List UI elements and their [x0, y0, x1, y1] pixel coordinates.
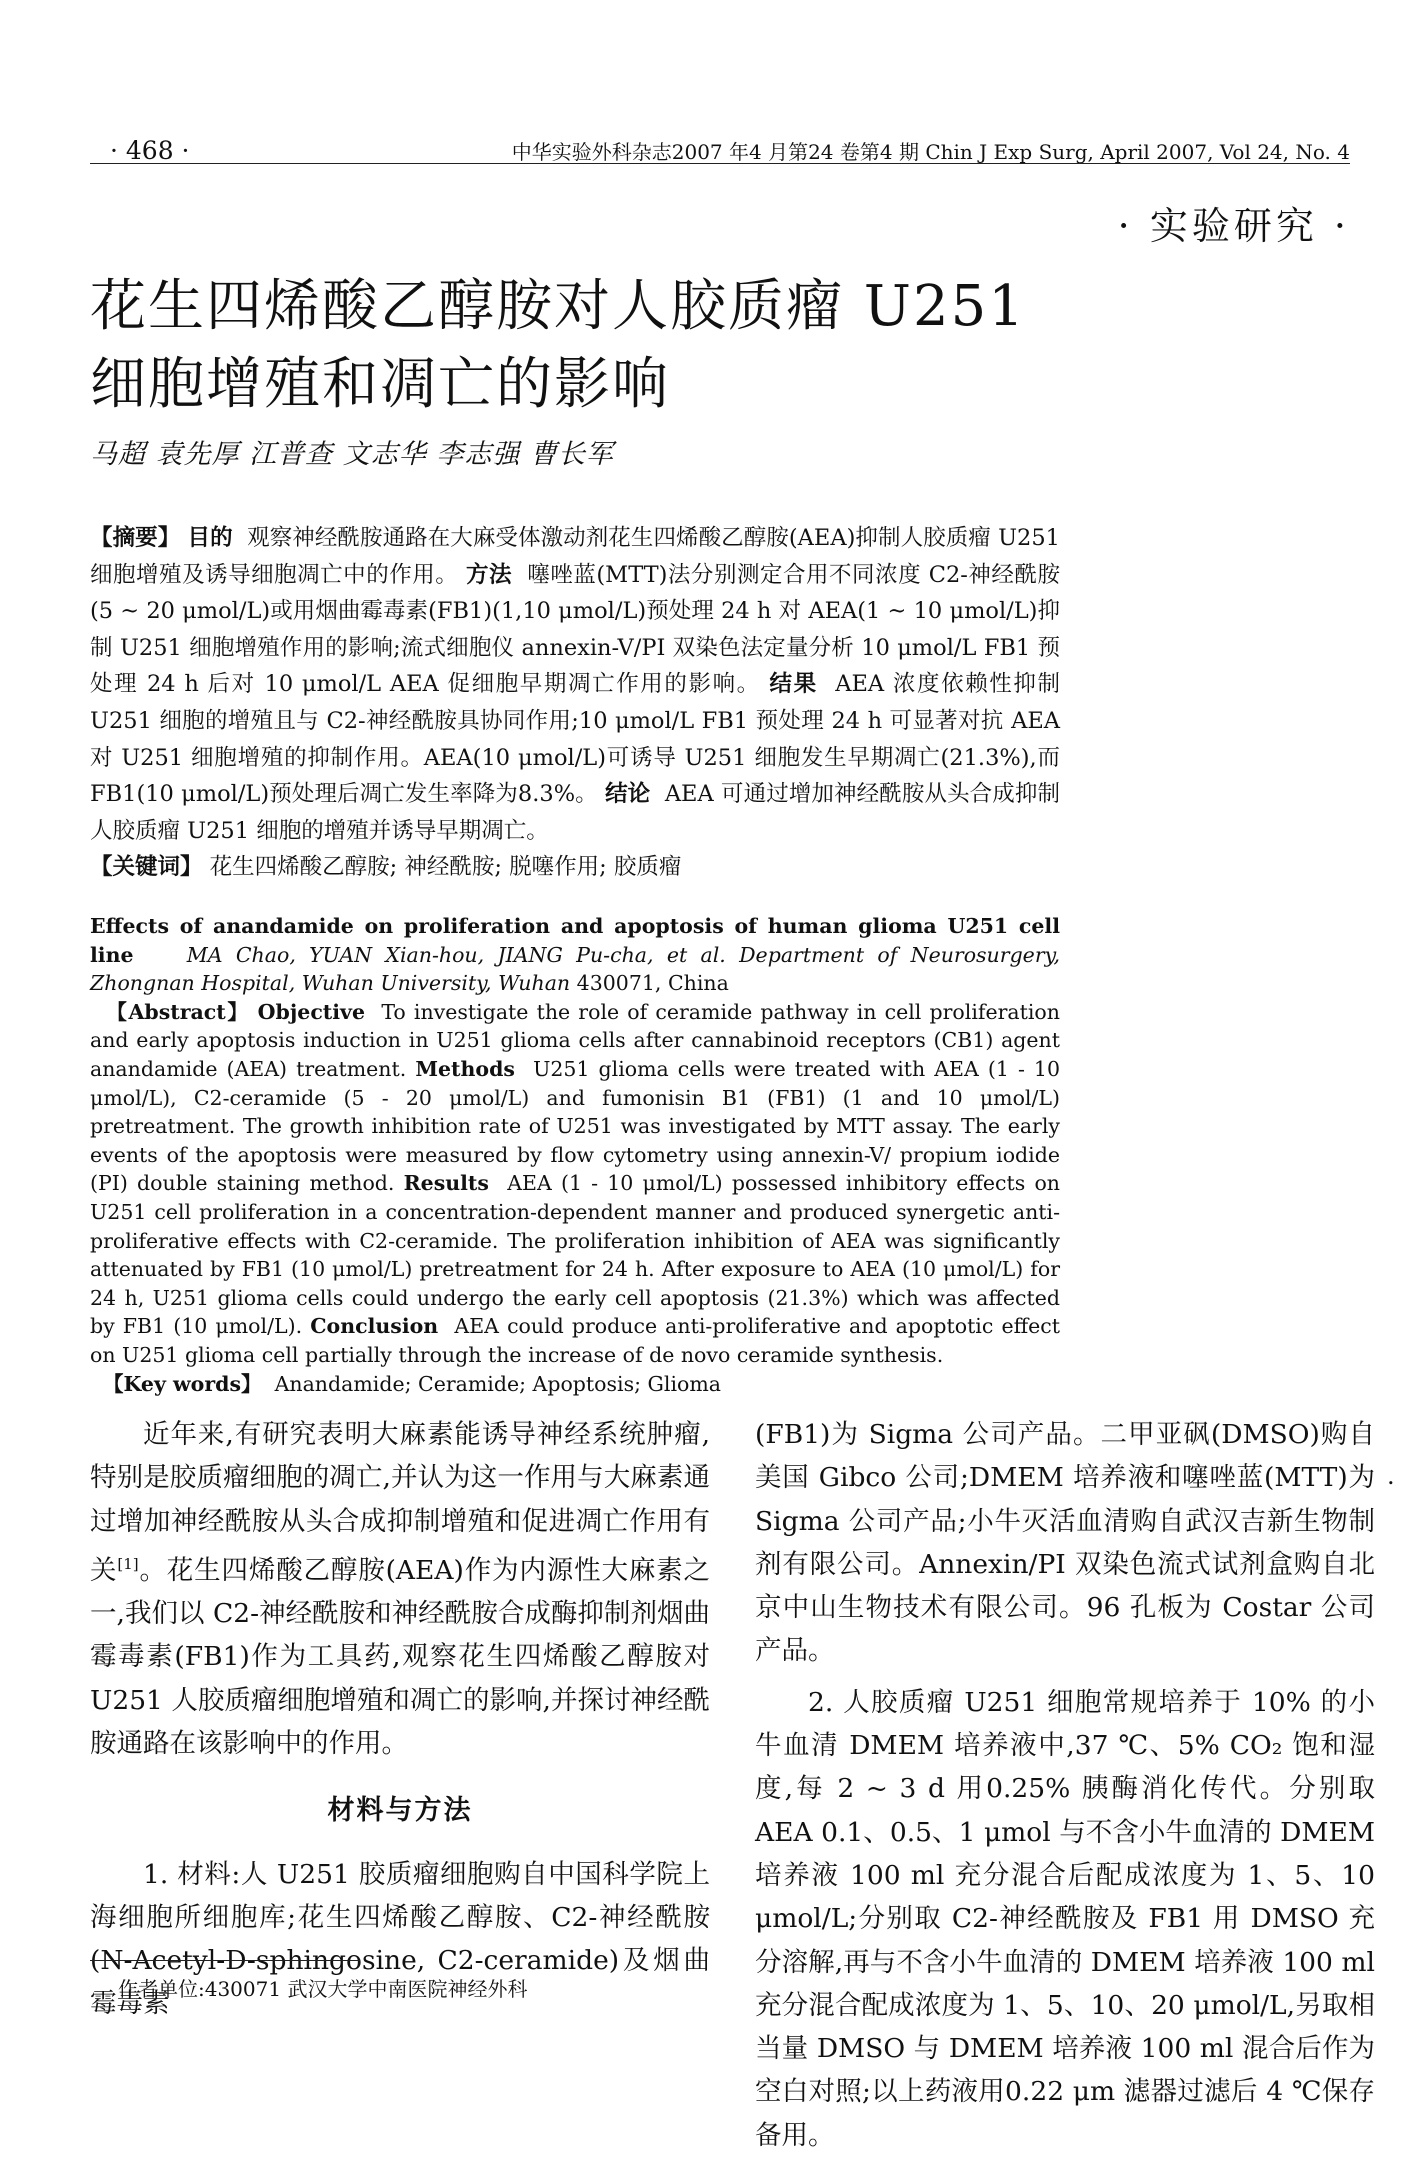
objective-label-en: Objective [257, 999, 366, 1024]
materials-continued: (FB1)为 Sigma 公司产品。二甲亚砜(DMSO)购自美国 Gibco 公司;DMEM 培养液和噻唑蓝(MTT)为 Sigma 公司产品;小牛灭活血清购自武汉吉新生物制剂有限公司。Annexin/PI 双染色流式试剂盒购自北京中山生物技术有限公司。96 孔板为 Costar 公司产品。 [755, 1419, 1375, 1667]
conclusion-text-cn: AEA 可通过增加神经酰胺从头合成抑制人胶质瘤 U251 细胞的增殖并诱导早期凋亡。 [90, 781, 1060, 844]
culture-paragraph: 2. 人胶质瘤 U251 细胞常规培养于 10% 的小牛血清 DMEM 培养液中,37 ℃、5% CO₂ 饱和湿度,每 2 ~ 3 d 用0.25% 胰酶消化传代。分别取 AEA 0.1、0.5、1 μmol 与不含小牛血清的 DMEM 培养液 100 ml 充分混合后配成浓度为 1、5、10 μmol/L;分别取 C2-神经酰胺及 FB1 用 DMSO 充分溶解,再与不含小牛血清的 DMEM 培养液 100 ml 充分混合配成浓度为 1、5、10、20 μmol/L,另取相当量 DMSO 与 DMEM 培养液 100 ml 混合后作为空白对照;以上药液用0.22 μm 滤器过滤后 4 ℃保存备用。 [755, 1686, 1375, 2151]
methods-label-cn: 方法 [465, 561, 512, 588]
results-label-en: Results [403, 1171, 489, 1196]
body-column-right [755, 1413, 1375, 2157]
english-postcode: 430071, China [576, 971, 729, 996]
keywords-text-cn: 花生四烯酸乙醇胺; 神经酰胺; 脱噻作用; 胶质瘤 [209, 854, 682, 880]
page-number: · 468 · [110, 136, 190, 165]
english-authors: MA Chao, YUAN Xian-hou, JIANG Pu-cha, et al. [186, 942, 726, 967]
methods-text-cn: 噻唑蓝(MTT)法分别测定合用不同浓度 C2-神经酰胺(5 ~ 20 μmol/L)或用烟曲霉毒素(FB1)(1,10 μmol/L)预处理 24 h 对 AEA(1 ~ 10 μmol/L)抑制 U251 细胞增殖作用的影响;流式细胞仪 annexin-V/PI 双染色法定量分析 10 μmol/L FB1 预处理 24 h 后对 10 μmol/L AEA 促细胞早期凋亡作用的影响。 [90, 561, 1060, 698]
abstract-cn-label: 【摘要】 [90, 525, 181, 551]
abstract-en-label: 【Abstract】 [106, 999, 250, 1024]
methods-text-en: U251 glioma cells were treated with AEA (1 - 10 μmol/L), C2-ceramide (5 - 20 μmol/L) and fumonisin B1 (FB1) (1 and 10 μmol/L) pretreatment. The growth inhibition rate of U251 was investigated by MTT assay. The early events of the apoptosis were measured by flow cytometry using annexin-V/ propium iodide (PI) double staining method. [90, 1056, 1060, 1196]
conclusion-label-en: Conclusion [310, 1314, 439, 1339]
header-rule [90, 163, 1350, 164]
edge-mark: . [1387, 1462, 1395, 1490]
keywords-cn [90, 849, 1060, 885]
results-text-cn: AEA 浓度依赖性抑制 U251 细胞的增殖且与 C2-神经酰胺具协同作用;10 μmol/L FB1 预处理 24 h 可显著对抗 AEA 对 U251 细胞增殖的抑制作用。AEA(10 μmol/L)可诱导 U251 细胞发生早期凋亡(21.3%),而 FB1(10 μmol/L)预处理后凋亡发生率降为8.3%。 [90, 671, 1060, 808]
english-title: Effects of anandamide on proliferation and apoptosis of human glioma U251 cell line [90, 914, 1060, 967]
author-list: 马超 袁先厚 江普查 文志华 李志强 曹长军 [90, 439, 614, 470]
materials-paragraph: 1. 材料:人 U251 胶质瘤细胞购自中国科学院上海细胞所细胞库;花生四烯酸乙醇胺、C2-神经酰胺(N-Acetyl-D-sphingosine, C2-ceramide)及烟曲霉毒素 [90, 1858, 710, 2020]
citation-ref: [1] [117, 1554, 139, 1573]
objective-text-cn: 观察神经酰胺通路在大麻受体激动剂花生四烯酸乙醇胺(AEA)抑制人胶质瘤 U251 细胞增殖及诱导细胞凋亡中的作用。 [90, 525, 1060, 588]
footnote-affiliation: 作者单位:430071 武汉大学中南医院神经外科 [118, 1977, 528, 2001]
abstract-en [90, 912, 1060, 1398]
keywords-text-en: Anandamide; Ceramide; Apoptosis; Glioma [274, 1371, 722, 1396]
abstract-cn [90, 520, 1060, 849]
section-tag: · 实验研究 · [1117, 204, 1350, 248]
keywords-label-en: 【Key words】 [103, 1371, 262, 1396]
running-head: 中华实验外科杂志2007 年4 月第24 卷第4 期 Chin J Exp Surg, April 2007, Vol 24, No. 4 [511, 140, 1350, 164]
conclusion-label-cn: 结论 [605, 781, 651, 808]
footnote-rule [90, 1960, 360, 1961]
objective-label-cn: 目的 [187, 525, 233, 551]
intro-paragraph [90, 1413, 710, 1765]
methods-label-en: Methods [415, 1056, 515, 1081]
keywords-label-cn: 【关键词】 [90, 854, 203, 880]
results-label-cn: 结果 [769, 671, 818, 698]
objective-text-en: To investigate the role of ceramide pathway in cell proliferation and early apoptosis induction in U251 glioma cells after cannabinoid receptors (CB1) agent anandamide (AEA) treatment. [90, 999, 1060, 1081]
intro-text-a: 近年来,有研究表明大麻素能诱导神经系统肿瘤,特别是胶质瘤细胞的凋亡,并认为这一作用与大麻素通过增加神经酰胺从头合成抑制增殖和促进凋亡作用有关 [90, 1419, 710, 1586]
conclusion-text-en: AEA could produce anti-proliferative and apoptotic effect on U251 glioma cell partially through the increase of de novo ceramide synthesis. [90, 1314, 1060, 1367]
english-affiliation: Department of Neurosurgery, Zhongnan Hospital, Wuhan University, Wuhan [90, 942, 1060, 996]
intro-text-b: 。花生四烯酸乙醇胺(AEA)作为内源性大麻素之一,我们以 C2-神经酰胺和神经酰胺合成酶抑制剂烟曲霉毒素(FB1)作为工具药,观察花生四烯酸乙醇胺对 U251 人胶质瘤细胞增殖和凋亡的影响,并探讨神经酰胺通路在该影响中的作用。 [90, 1554, 711, 1759]
results-text-en: AEA (1 - 10 μmol/L) possessed inhibitory effects on U251 cell proliferation in a concentration-dependent manner and produced synergetic anti-proliferative effects with C2-ceramide. The proliferation inhibition of AEA was significantly attenuated by FB1 (10 μmol/L) pretreatment for 24 h. After exposure to AEA (10 μmol/L) for 24 h, U251 glioma cells could undergo the early cell apoptosis (21.3%) which was affected by FB1 (10 μmol/L). [90, 1171, 1060, 1339]
body-column-left [90, 1413, 710, 2026]
article-title: 花生四烯酸乙醇胺对人胶质瘤 U251 细胞增殖和凋亡的影响 [90, 274, 1026, 417]
methods-heading: 材料与方法 [327, 1795, 473, 1827]
